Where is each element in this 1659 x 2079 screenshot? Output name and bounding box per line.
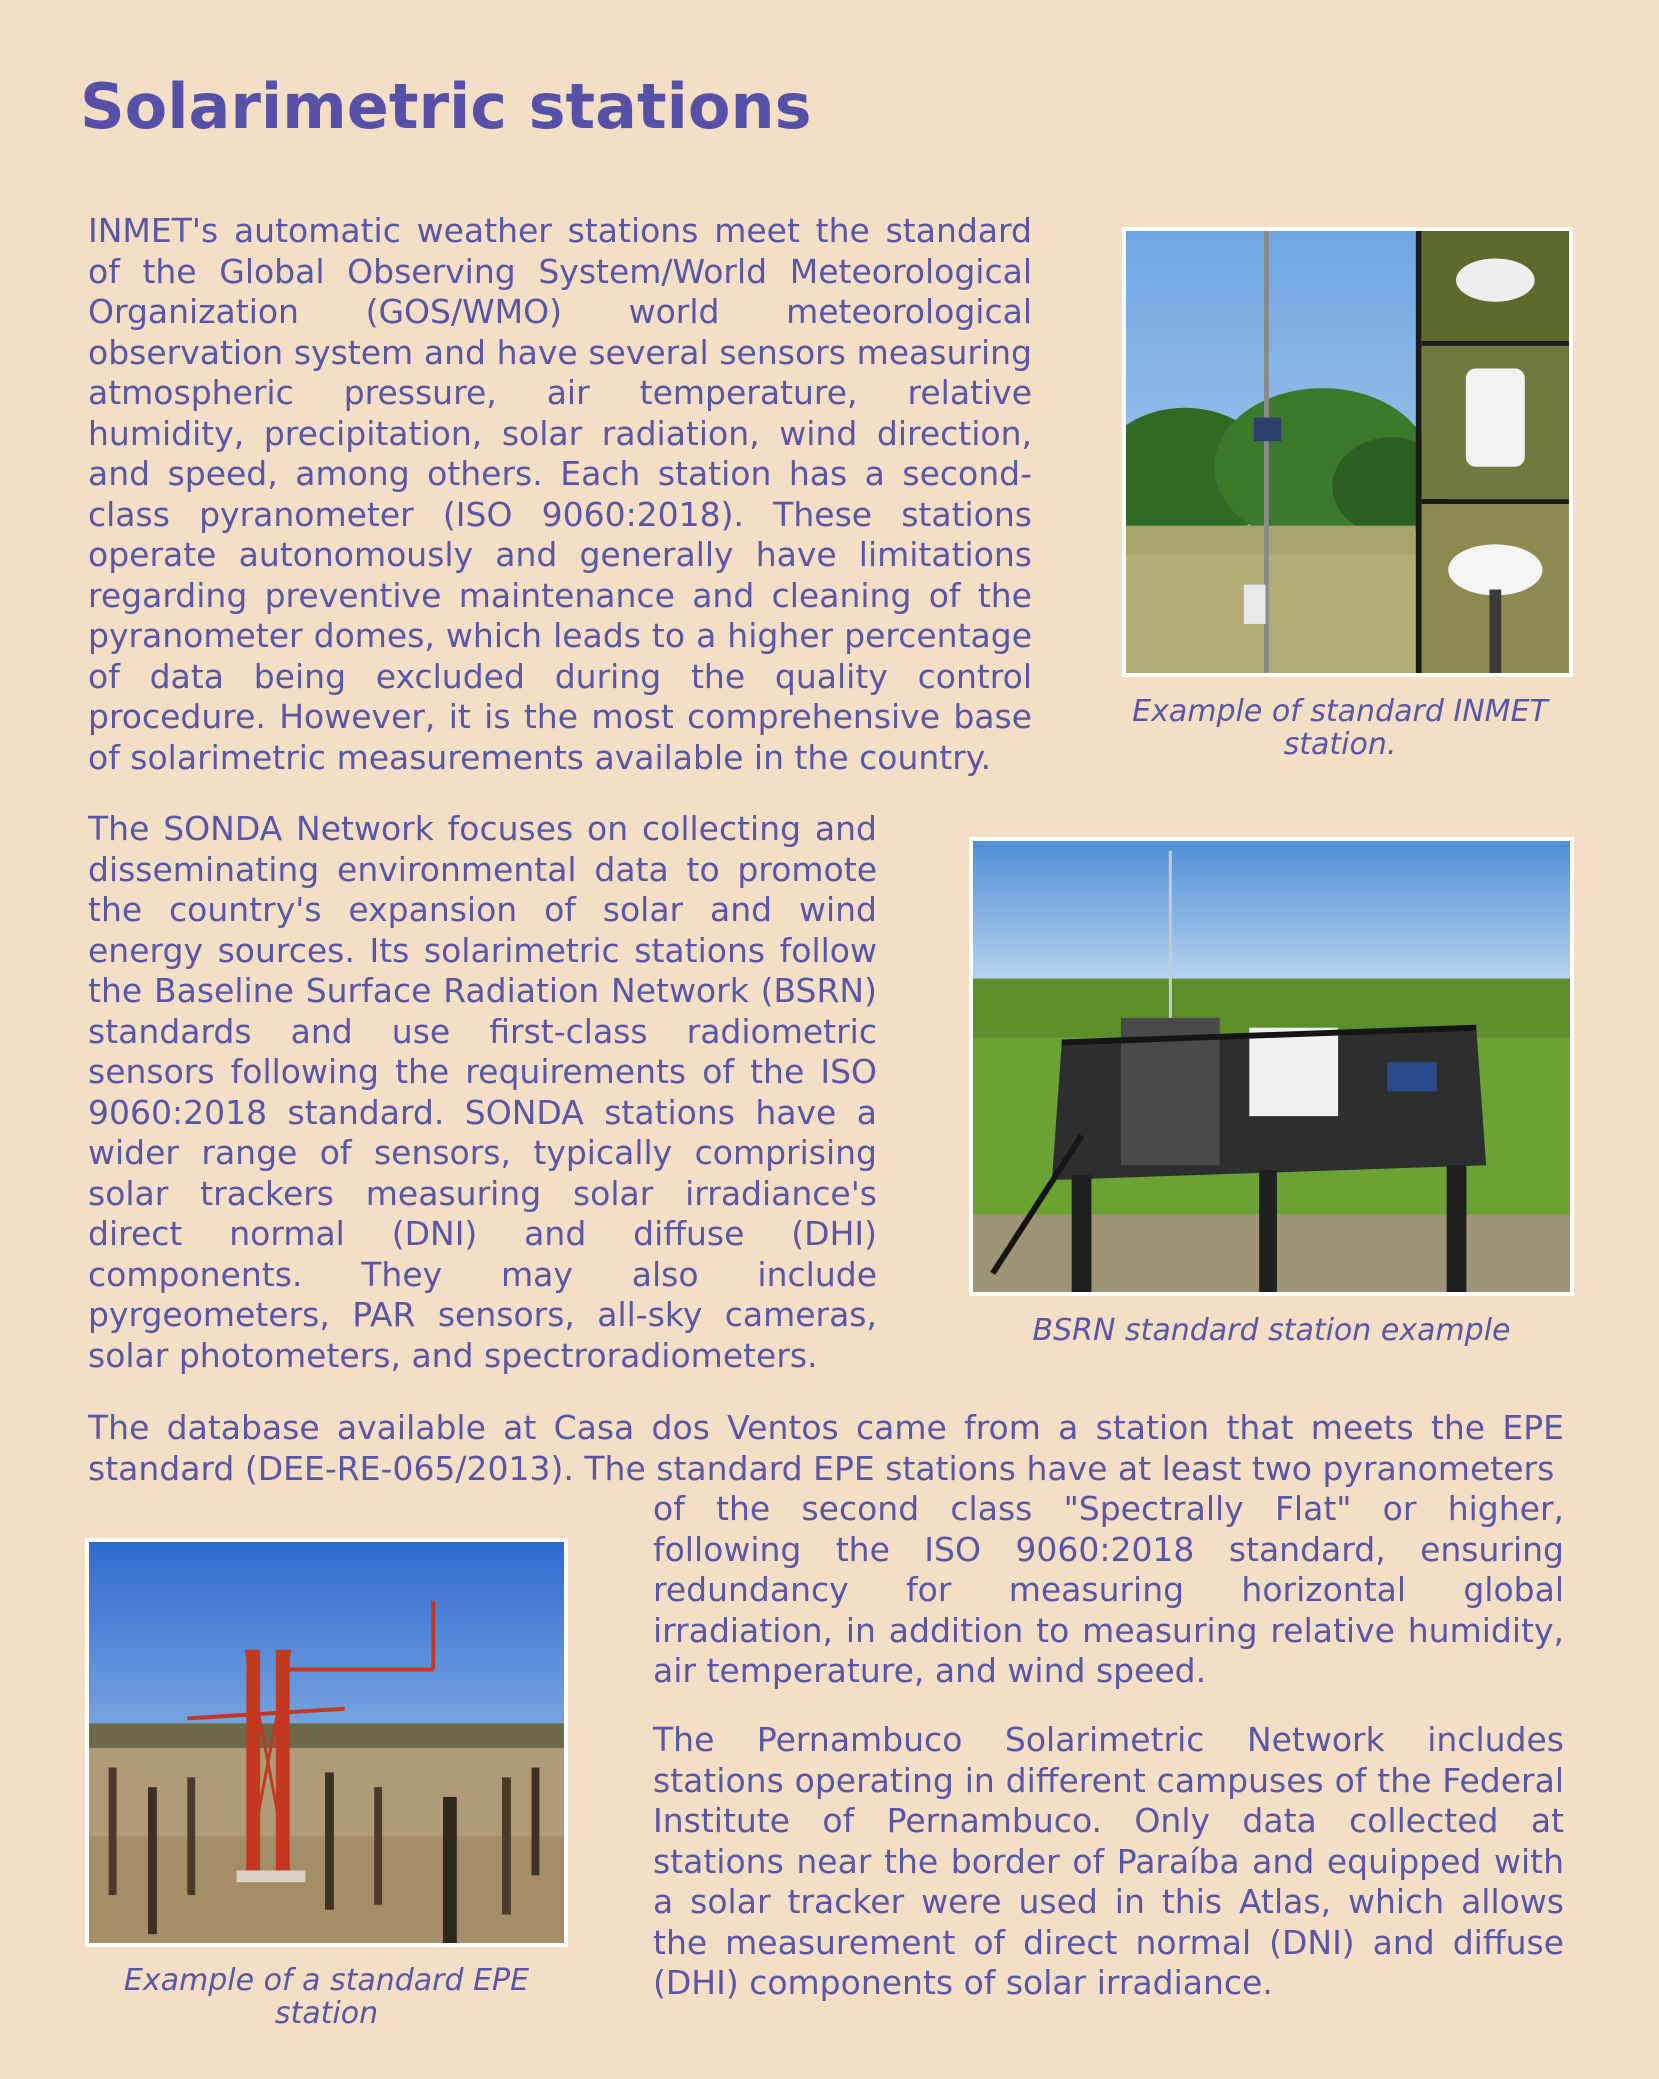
- epe-continued-paragraph: of the second class "Spectrally Flat" or higher, following the ISO 9060:2018 standard, ensuring redundancy for measuring horizontal global irradiation, in addition to measuring relative humidity, air temperature, and wind speed.: [653, 1489, 1564, 1690]
- pernambuco-paragraph: The Pernambuco Solarimetric Network includes stations operating in different campuses of the Federal Institute of Pernambuco. Only data collected at stations near the border of Paraíba and equipped with a solar tracker were used in this Atlas, which allows the measurement of direct normal (DNI) and diffuse (DHI) components of solar irradiance.: [653, 1720, 1564, 2002]
- bsrn-caption: BSRN standard station example: [1032, 1313, 1511, 1348]
- bsrn-station-photo: [969, 837, 1574, 1296]
- epe-caption: Example of a standard EPE station: [123, 1963, 530, 2031]
- page-title: Solarimetric stations: [80, 70, 812, 143]
- inmet-station-photo: [1122, 227, 1573, 677]
- inmet-paragraph: INMET's automatic weather stations meet the standard of the Global Observing System/World Meteorological Organization (GOS/WMO) world meteorological observation system and have several sensors measuring atmospheric pressure, air temperature, relative humidity, precipitation, solar radiation, wind direction, and speed, among others. Each station has a second-class pyranometer (ISO 9060:2018). These stations operate autonomously and generally have limitations regarding preventive maintenance and cleaning of the pyranometer domes, which leads to a higher percentage of data being excluded during the quality control procedure. However, it is the most comprehensive base of solarimetric measurements available in the country.: [88, 211, 1032, 777]
- inmet-caption: Example of standard INMET station.: [1132, 694, 1548, 762]
- epe-intro-paragraph: The database available at Casa dos Ventos came from a station that meets the EPE standard (DEE-RE-065/2013). The standard EPE stations have at least two pyranometers: [88, 1408, 1564, 1488]
- epe-station-photo: [85, 1538, 568, 1947]
- sonda-paragraph: The SONDA Network focuses on collecting and disseminating environmental data to promote the country's expansion of solar and wind energy sources. Its solarimetric stations follow the Baseline Surface Radiation Network (BSRN) standards and use first-class radiometric sensors following the requirements of the ISO 9060:2018 standard. SONDA stations have a wider range of sensors, typically comprising solar trackers measuring solar irradiance's direct normal (DNI) and diffuse (DHI) components. They may also include pyrgeometers, PAR sensors, all-sky cameras, solar photometers, and spectroradiometers.: [88, 809, 877, 1375]
